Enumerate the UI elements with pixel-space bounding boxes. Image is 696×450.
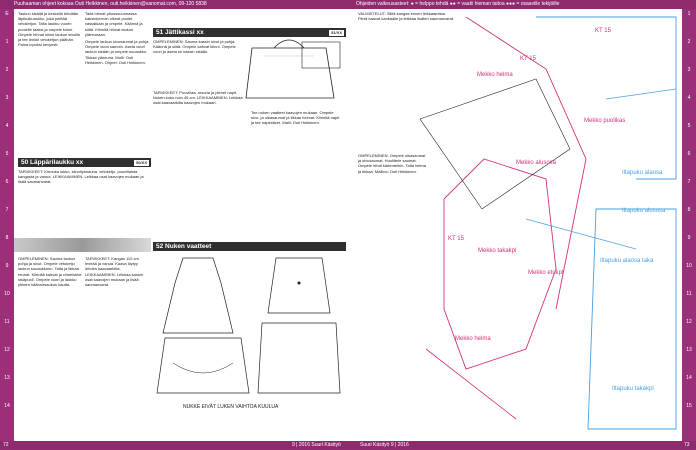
left-tab-13: 13	[4, 375, 10, 381]
doll-dresses-illustration	[153, 253, 253, 403]
section-header-50	[18, 158, 151, 167]
paragraph: OMPELEMINEN: Sauma kassin sivut ja pohja. Käännä ja silitä. Ompele kahvat kiinni. Ompele vuori ja aseta se kassin sisään.	[153, 39, 236, 55]
pattern-label-alusp: Mekko alusosa	[516, 160, 557, 166]
right-tab-8: 8	[687, 207, 691, 213]
paragraph: OMPELEMINEN: Sauma laukun pohja ja sivut. Ompele vetoketju laukun suuaukkoon. Taita ja tikkaa reunat. Kiinnitä kahvat ja viimeistele sisäpuoli. Ompele vuori ja laukku yhteen käännösaukon kautta.	[18, 256, 82, 288]
paragraph: TARVIKKEET: Kirmuka lukko, kiinnitysnauha, vetoketju, puuvillaista kangasta ja vanua. LEIKKAAMINEN: Leikkaa osat kaavojen mukaan ja lisää saumanvarat.	[18, 169, 144, 185]
pattern-line-ilta-top	[536, 17, 676, 179]
right-tab-9: 9	[687, 235, 691, 241]
pattern-label-ilta1: Iltapuku alaosa	[622, 170, 663, 176]
left-tab-10: 10	[4, 291, 10, 297]
pattern-line-blue-diag	[526, 219, 636, 249]
right-tab-6: 6	[687, 151, 691, 157]
text-block-51	[153, 39, 239, 85]
text-column-2-bottom	[85, 256, 151, 438]
right-tab-7: 7	[687, 179, 691, 185]
right-tab-4: 4	[687, 95, 691, 101]
header-right-text: Ohjeiden vaikeusasteet: ● = helppo tehdä ●● = vaatii hieman taitoa ●●● = osaaville tekijöille	[356, 1, 560, 7]
pattern-label-puolikas: Mekko puolikas	[584, 118, 626, 124]
paragraph: Tee nuken vaatteet kaavojen mukaan. Ompele sivu- ja olkasaumat ja tikkaa helmat. Kiinnitä napit ja tee napinlävet. Malli: Outi Heikkinen.	[251, 110, 340, 126]
right-tab-3: 3	[687, 67, 691, 73]
left-tab-6: 6	[5, 179, 9, 185]
right-tab-12: 12	[686, 319, 692, 325]
pattern-label-x3: KT 15	[595, 28, 611, 34]
right-tab-10: 10	[686, 263, 692, 269]
right-tab-14: 14	[686, 375, 692, 381]
pattern-line-pink-lower	[426, 349, 516, 419]
text-column-1-top	[18, 11, 82, 156]
right-sidebar-tabs	[682, 9, 696, 441]
text-column-4	[251, 110, 343, 260]
pattern-label-x2: KT 15	[448, 236, 464, 242]
pattern-label-etukpl: Mekko etukpl	[528, 270, 564, 276]
text-block-50	[18, 169, 151, 235]
tote-bag-illustration	[244, 38, 344, 108]
pattern-line-ilta-right	[606, 89, 676, 99]
pattern-line-ilta-skirt	[588, 209, 676, 429]
left-tab-12: 12	[4, 347, 10, 353]
text-column-1-bottom	[18, 256, 82, 438]
left-sidebar-tabs	[0, 9, 14, 441]
section-title: 52 Nuken vaatteet	[156, 243, 212, 250]
right-tab-5: 5	[687, 123, 691, 129]
right-tab-1: 1	[687, 11, 691, 17]
left-tab-4: 4	[5, 123, 9, 129]
left-tab-2: 2	[5, 67, 9, 73]
doll-coat-illustration	[256, 253, 342, 403]
left-tab-9: 9	[5, 263, 9, 269]
text-column-2-top	[85, 11, 151, 156]
footer-right-text: Suuri Käsityö 9 | 2016	[360, 442, 409, 448]
dolls-caption: NUKKE EIVÄT LUKEN VAIHTOA KUULUA	[183, 404, 279, 410]
pattern-label-ilta3: Iltapuku alaosa taka	[600, 258, 654, 264]
left-tab-8: 8	[5, 235, 9, 241]
pattern-label-takakpl: Mekko takakpl	[478, 248, 517, 254]
left-tab-14: 14	[4, 403, 10, 409]
paragraph: VALMISTELUT: Silitä kangas ennen leikkaamista. Piirrä kaavat kankaalle ja leikkaa lisäten saumanvarat.	[358, 11, 455, 22]
paragraph: TARVIKKEET: Kangas 110 cm leveää ja vanua. Kaava löytyy lehden kaavaarkilta. LEIKKAAMINEN: Leikkaa kassin osat kaavojen mukaan ja lisää saumanvarat.	[85, 256, 144, 288]
header-left-text: Puuhaaman ohjeet kokoaa Outi Heikkinen, outi.heikkinen@sanomat.com, 09-120 5838	[14, 1, 207, 7]
pattern-label-x1: KT 15	[520, 56, 536, 62]
right-tab-11: 11	[686, 291, 692, 297]
page-number-right: 73	[684, 442, 690, 448]
pattern-label-helma: Mekko helma	[477, 72, 513, 78]
section-tag: 51/XX	[331, 29, 342, 35]
section-title: 50 Läppärilaukku xx	[21, 159, 84, 166]
footer-left-text: 9 | 2016 Suuri Käsityö	[292, 442, 341, 448]
page-footer-bar	[0, 441, 696, 450]
section-title: 51 Jättikassi xx	[156, 29, 204, 36]
right-tab-15: 15	[686, 403, 692, 409]
sewing-pattern-sheet	[356, 9, 682, 441]
page-header-bar	[0, 0, 696, 9]
left-tab-e: E	[5, 11, 9, 17]
left-tab-3: 3	[5, 95, 9, 101]
left-tab-7: 7	[5, 207, 9, 213]
left-tab-11: 11	[4, 319, 10, 325]
paragraph: Taskun sisällä ja keskellä tehdään läpikulkuaukko, joka peittää vetoketjun. Taita laukku vuorin puolelle taaksi ja ompele kiinni. Ompele hihnat kiinni laukun sivuille ja tee lenkki vetoketjun päähän. Paina lopuksi kevyesti.	[18, 11, 81, 48]
right-tab-2: 2	[687, 39, 691, 45]
right-tab-13: 13	[686, 347, 692, 353]
page-number-left: 72	[3, 442, 9, 448]
paragraph: Taita hihnat pituussuunnassa kaksinkerroin oikeat puolet vastakkain ja ompele. Käännä ja silitä. Kiinnitä hihnat laukun yläreunaan.	[85, 11, 143, 37]
paragraph: TARVIKKEET: Puuvillaa, resoria ja pienet napit. Nuken koko noin 45 cm. LEIKKAAMINEN: Leikkaa osat kaavaarkilta kaavojen mukaan.	[153, 90, 243, 106]
pattern-label-ilta2: Iltapuku alusosa	[622, 208, 666, 214]
left-tab-5: 5	[5, 151, 9, 157]
section-header-52	[153, 242, 346, 251]
pattern-label-helma2: Mekko helma	[455, 336, 491, 342]
laptop-bag-photo	[14, 238, 151, 252]
section-header-51	[153, 28, 346, 37]
text-column-3	[153, 90, 248, 240]
left-tab-1: 1	[5, 39, 9, 45]
section-tag: 50/XX	[136, 159, 147, 165]
pattern-label-ilta4: Iltapuku takakpl	[612, 386, 654, 392]
paragraph: OMPELEMINEN: Ompele olkasaumat ja sivusaumat. Huolittele saumat. Ompele hihat kädenteihin. Taita helma ja tikkaa. Mallina: Outi Heikkinen.	[358, 153, 426, 174]
paragraph: Ompele laukun sivusaumat ja pohja. Ompele vuori samoin. Aseta vuori laukun sisään ja ompele suuaukko. Tikkaa yläreuna. Malli: Outi Heikkinen. Ohjeet: Outi Heikkinen.	[85, 39, 150, 65]
